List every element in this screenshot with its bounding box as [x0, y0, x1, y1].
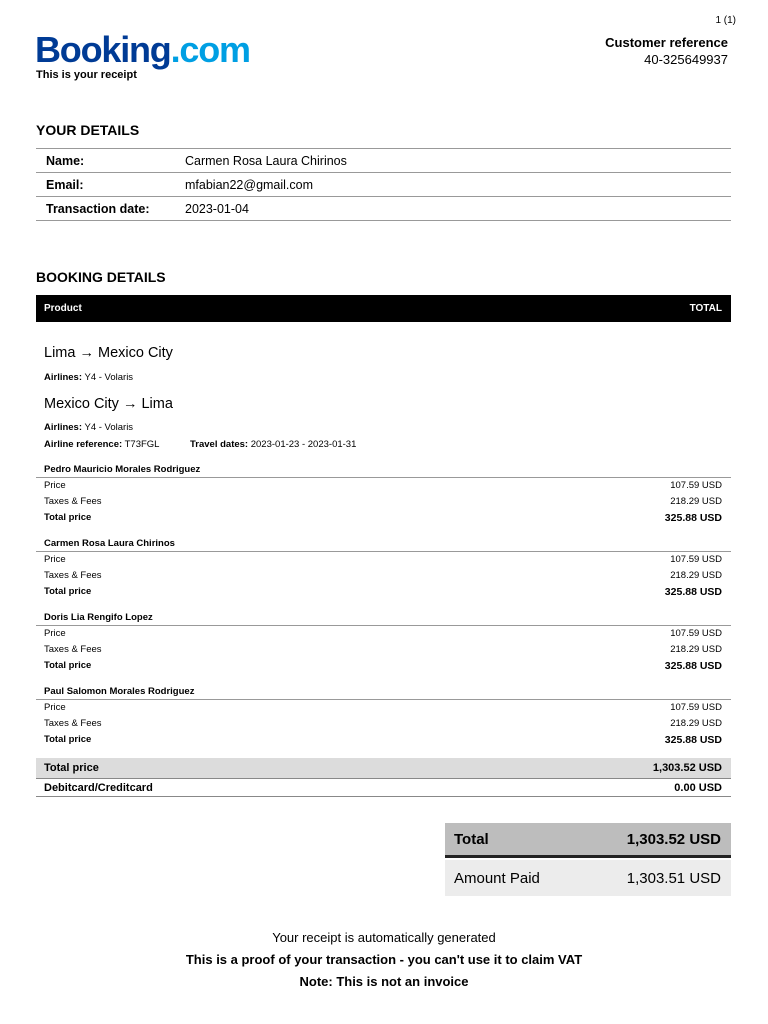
details-label: Transaction date: [36, 197, 175, 221]
summary-total-label: Total price [44, 762, 99, 774]
customer-reference-label: Customer reference [605, 35, 728, 50]
airlines-label: Airlines: [44, 372, 83, 383]
grand-total-value: 1,303.52 USD [626, 830, 721, 848]
price-row [36, 626, 731, 642]
passenger-block [36, 684, 731, 748]
your-details-title: YOUR DETAILS [36, 122, 140, 138]
total-price-value: 325.88 USD [664, 586, 722, 598]
taxes-value: 218.29 USD [670, 644, 722, 655]
taxes-label: Taxes & Fees [44, 496, 102, 507]
price-value: 107.59 USD [670, 554, 722, 565]
passenger-name: Carmen Rosa Laura Chirinos [36, 536, 731, 552]
payment-method-value: 0.00 USD [674, 781, 722, 794]
taxes-label: Taxes & Fees [44, 570, 102, 581]
receipt-tagline: This is your receipt [36, 69, 137, 81]
airlines-value: Y4 - Volaris [84, 372, 134, 383]
taxes-value: 218.29 USD [670, 570, 722, 581]
details-value: Carmen Rosa Laura Chirinos [175, 149, 731, 173]
taxes-row [36, 494, 731, 510]
taxes-value: 218.29 USD [670, 496, 722, 507]
passenger-block [36, 536, 731, 600]
booking-details-title: BOOKING DETAILS [36, 269, 166, 285]
details-value: mfabian22@gmail.com [175, 173, 731, 197]
passenger-block [36, 610, 731, 674]
price-value: 107.59 USD [670, 480, 722, 491]
passenger-name: Doris Lia Rengifo Lopez [36, 610, 731, 626]
payment-method-label: Debitcard/Creditcard [44, 781, 153, 794]
total-column-header: TOTAL [689, 303, 722, 314]
taxes-row [36, 716, 731, 732]
amount-paid-value: 1,303.51 USD [626, 869, 721, 887]
page-number: 1 (1) [715, 15, 736, 26]
grand-total-box [445, 823, 731, 858]
total-price-value: 325.88 USD [664, 660, 722, 672]
taxes-label: Taxes & Fees [44, 718, 102, 729]
passenger-block [36, 462, 731, 526]
booking-logo [35, 30, 250, 70]
total-price-label: Total price [44, 660, 92, 671]
details-row [36, 197, 731, 221]
total-price-row [36, 584, 731, 600]
footer-vat-note: This is a proof of your transaction - you can't use it to claim VAT [185, 952, 583, 967]
total-price-row [36, 510, 731, 526]
summary-total-row [36, 758, 731, 779]
total-price-row [36, 732, 731, 748]
logo-text-domain: .com [170, 29, 250, 70]
travel-dates [190, 439, 356, 450]
amount-paid-label: Amount Paid [454, 869, 540, 887]
customer-reference [605, 35, 728, 69]
total-price-value: 325.88 USD [664, 734, 722, 746]
airline-reference [44, 439, 159, 450]
airlines-value: Y4 - Volaris [84, 422, 134, 433]
price-row [36, 700, 731, 716]
product-column-header: Product [44, 303, 82, 314]
total-price-label: Total price [44, 586, 92, 597]
flight-route: Mexico City → Lima [44, 396, 173, 412]
details-value: 2023-01-04 [175, 197, 731, 221]
grand-total-label: Total [454, 830, 489, 848]
details-row [36, 149, 731, 173]
taxes-row [36, 642, 731, 658]
logo-text-main: Booking [35, 29, 171, 70]
airline-reference-value: T73FGL [124, 439, 160, 450]
airline-reference-label: Airline reference: [44, 439, 123, 450]
footer-auto-generated: Your receipt is automatically generated [272, 930, 496, 945]
total-price-label: Total price [44, 734, 92, 745]
price-value: 107.59 USD [670, 628, 722, 639]
price-value: 107.59 USD [670, 702, 722, 713]
your-details-table [36, 148, 731, 221]
details-row [36, 173, 731, 197]
travel-dates-value: 2023-01-23 - 2023-01-31 [250, 439, 357, 450]
price-label: Price [44, 480, 66, 491]
flight-airlines [44, 372, 133, 383]
footer-invoice-note: Note: This is not an invoice [299, 974, 469, 989]
booking-table-header [36, 295, 731, 322]
taxes-value: 218.29 USD [670, 718, 722, 729]
details-label: Email: [36, 173, 175, 197]
price-label: Price [44, 554, 66, 565]
travel-dates-label: Travel dates: [190, 439, 249, 450]
total-price-label: Total price [44, 512, 92, 523]
airlines-label: Airlines: [44, 422, 83, 433]
taxes-row [36, 568, 731, 584]
customer-reference-value: 40-325649937 [644, 52, 728, 67]
payment-method-row [36, 779, 731, 797]
details-label: Name: [36, 149, 175, 173]
price-row [36, 478, 731, 494]
price-label: Price [44, 628, 66, 639]
flight-route: Lima → Mexico City [44, 345, 173, 361]
summary-total-value: 1,303.52 USD [652, 762, 722, 774]
amount-paid-box [445, 860, 731, 896]
passenger-name: Pedro Mauricio Morales Rodriguez [36, 462, 731, 478]
total-price-value: 325.88 USD [664, 512, 722, 524]
taxes-label: Taxes & Fees [44, 644, 102, 655]
passenger-name: Paul Salomon Morales Rodriguez [36, 684, 731, 700]
total-price-row [36, 658, 731, 674]
flight-airlines [44, 422, 133, 433]
price-row [36, 552, 731, 568]
price-label: Price [44, 702, 66, 713]
